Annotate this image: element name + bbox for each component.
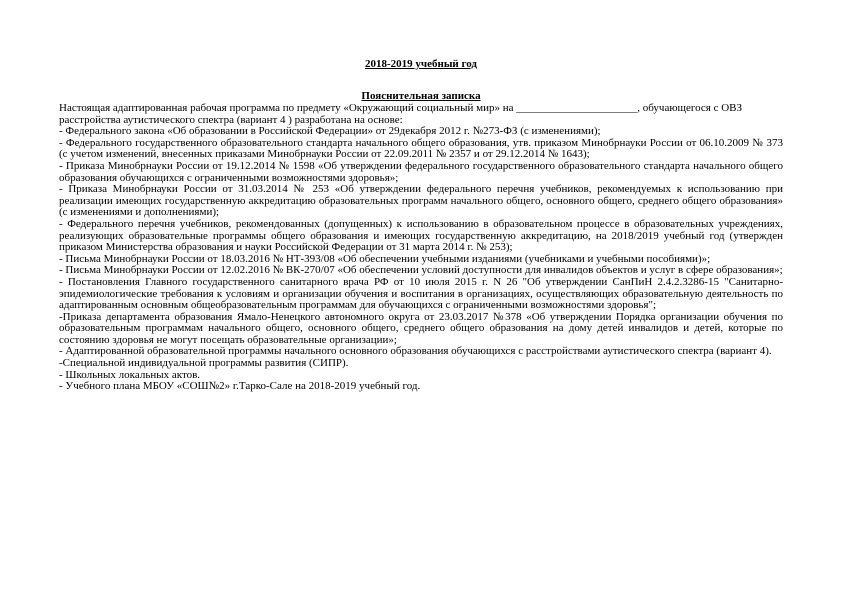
list-item: - Федерального перечня учебников, рекомендованных (допущенных) к использованию в образовательном процессе в образовательных учреждениях, реализующих образовательные программы общего образования и имеющих государственную аккредитацию, на 2018/2019 учебный год (утвержден приказом Министерства образования и науки Российской Федерации от 31 марта 2014 г. № 253); [59,217,783,254]
academic-year-title: 2018-2019 учебный год [365,58,477,70]
list-item: - Письма Минобрнауки России от 18.03.2016 № НТ-393/08 «Об обеспечении учебными изданиями (учебниками и учебными пособиями)»; [59,252,711,265]
intro-paragraph: Настоящая адаптированная рабочая программа по предмету «Окружающий социальный мир» на ______________________, обучающегося с ОВЗ расстройства аутистического спектра (вариант 4 ) разработана на основе: [59,102,743,126]
list-item: - Федерального государственного образовательного стандарта начального общего образования, утв. приказом Минобрнауки России от 06.10.2009 № 373 (с учетом изменений, внесенных приказами Минобрнауки России от 22.09.2011 № 2357 и от 29.12.2014 № 1643); [59,136,783,161]
list-item: - Письма Минобрнауки России от 12.02.2016 № ВК-270/07 «Об обеспечении условий доступности для инвалидов объектов и услуг в сфере образования»; [59,264,783,277]
list-item: - Федерального закона «Об образовании в Российской Федерации» от 29декабря 2012 г. №273-ФЗ (с изменениями); [59,125,601,138]
list-item: - Школьных локальных актов. [59,368,201,381]
explanatory-note-heading: Пояснительная записка [361,90,481,102]
list-item: - Приказа Минобрнауки России от 19.12.2014 № 1598 «Об утверждении федерального государственного образовательного стандарта начального общего образования обучающихся с ограниченными возможностями здоровья»; [59,159,783,184]
list-item: -Приказа департамента образования Ямало-Ненецкого автономного округа от 23.03.2017 №378 «Об утверждении Порядка организации обучения по образовательным программам начального общего, основного общего, среднего общего образования на дому детей инвалидов и детей, которые по состоянию здоровья не могут посещать образовательные организации»; [59,310,783,346]
list-item: - Адаптированной образовательной программы начального основного образования обучающихся с расстройствами аутистического спектра (вариант 4). [59,345,772,358]
list-item: -Специальной индивидуальной программы развития (СИПР). [59,357,349,370]
list-item: - Постановления Главного государственного санитарного врача РФ от 10 июля 2015 г. N 26 "Об утверждении СанПиН 2.4.2.3286-15 "Санитарно-эпидемиологические требования к условиям и организации обучения и воспитания в организациях, осуществляющих образовательную деятельность по адаптированным основным общеобразовательным программам для обучающихся с ограниченными возможностями здоровья"; [59,275,783,312]
document-body [59,103,783,393]
list-item: - Учебного плана МБОУ «СОШ№2» г.Тарко-Сале на 2018-2019 учебный год. [59,380,421,393]
list-item: - Приказа Минобрнауки России от 31.03.2014 № 253 «Об утверждении федерального перечня учебников, рекомендуемых к использованию при реализации имеющих государственную аккредитацию образовательных программ начального общего, основного общего, среднего общего образования» (с изменениями и дополнениями); [59,183,783,219]
